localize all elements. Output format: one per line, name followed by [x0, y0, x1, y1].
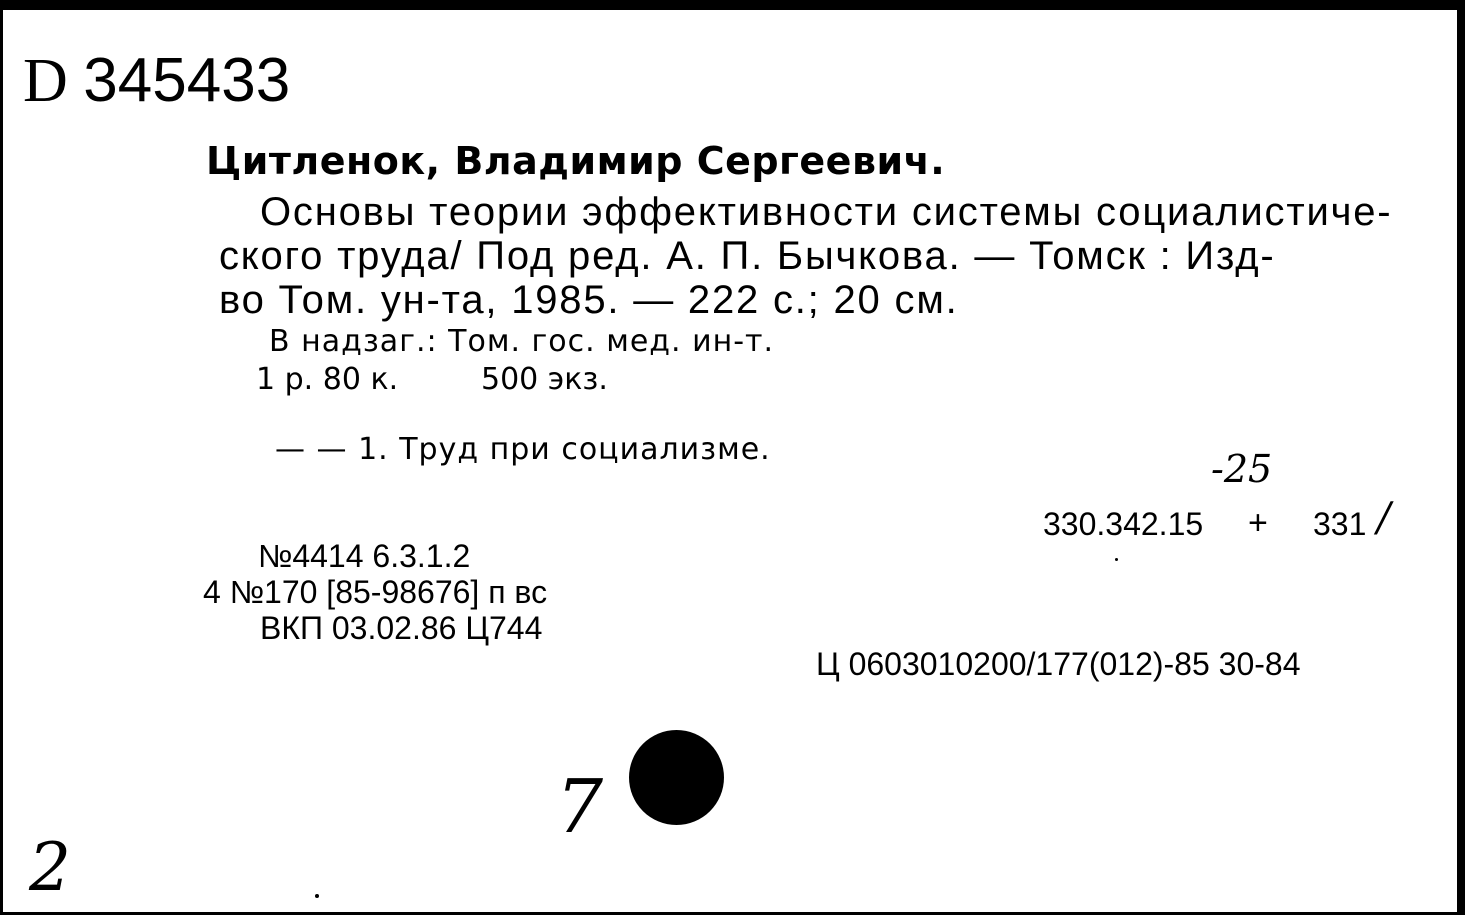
inventory-line-3: ВКП 03.02.86 Ц744 — [260, 610, 543, 646]
header-note: В надзаг.: Том. гос. мед. ин-т. — [269, 324, 775, 359]
classification-extra: 331 — [1313, 506, 1367, 542]
author-heading: Цитленок, Владимир Сергеевич. — [206, 139, 946, 183]
handwritten-top-mark: -25 — [1211, 447, 1273, 491]
title-line-1: Основы теории эффективности системы социалистиче- — [260, 190, 1393, 234]
subject-heading: — — 1. Труд при социализме. — [275, 432, 771, 467]
ink-speck — [315, 894, 319, 898]
handwritten-slash-mark: / — [1377, 495, 1391, 541]
handwritten-seven: 7 — [556, 764, 604, 850]
inventory-line-2: 4 №170 [85-98676] п вс — [203, 574, 548, 610]
stamp-letter: D — [23, 47, 68, 115]
print-run: 500 экз. — [481, 362, 608, 397]
classification-main: 330.342.15 — [1043, 506, 1204, 542]
ink-speck — [1115, 558, 1118, 561]
stamp-digits: 345433 — [83, 46, 291, 115]
punch-hole — [629, 730, 724, 825]
price: 1 р. 80 к. — [256, 362, 399, 397]
classification-plus: + — [1248, 504, 1268, 542]
handwritten-two: 2 — [29, 829, 71, 906]
catalog-code: Ц 0603010200/177(012)-85 30-84 — [816, 646, 1301, 682]
title-line-3: во Том. ун-та, 1985. — 222 с.; 20 см. — [219, 278, 959, 322]
stamp-number — [23, 46, 291, 115]
title-line-2: ского труда/ Под ред. А. П. Бычкова. — Томск : Изд- — [219, 234, 1276, 278]
inventory-line-1: №4414 6.3.1.2 — [258, 538, 471, 574]
